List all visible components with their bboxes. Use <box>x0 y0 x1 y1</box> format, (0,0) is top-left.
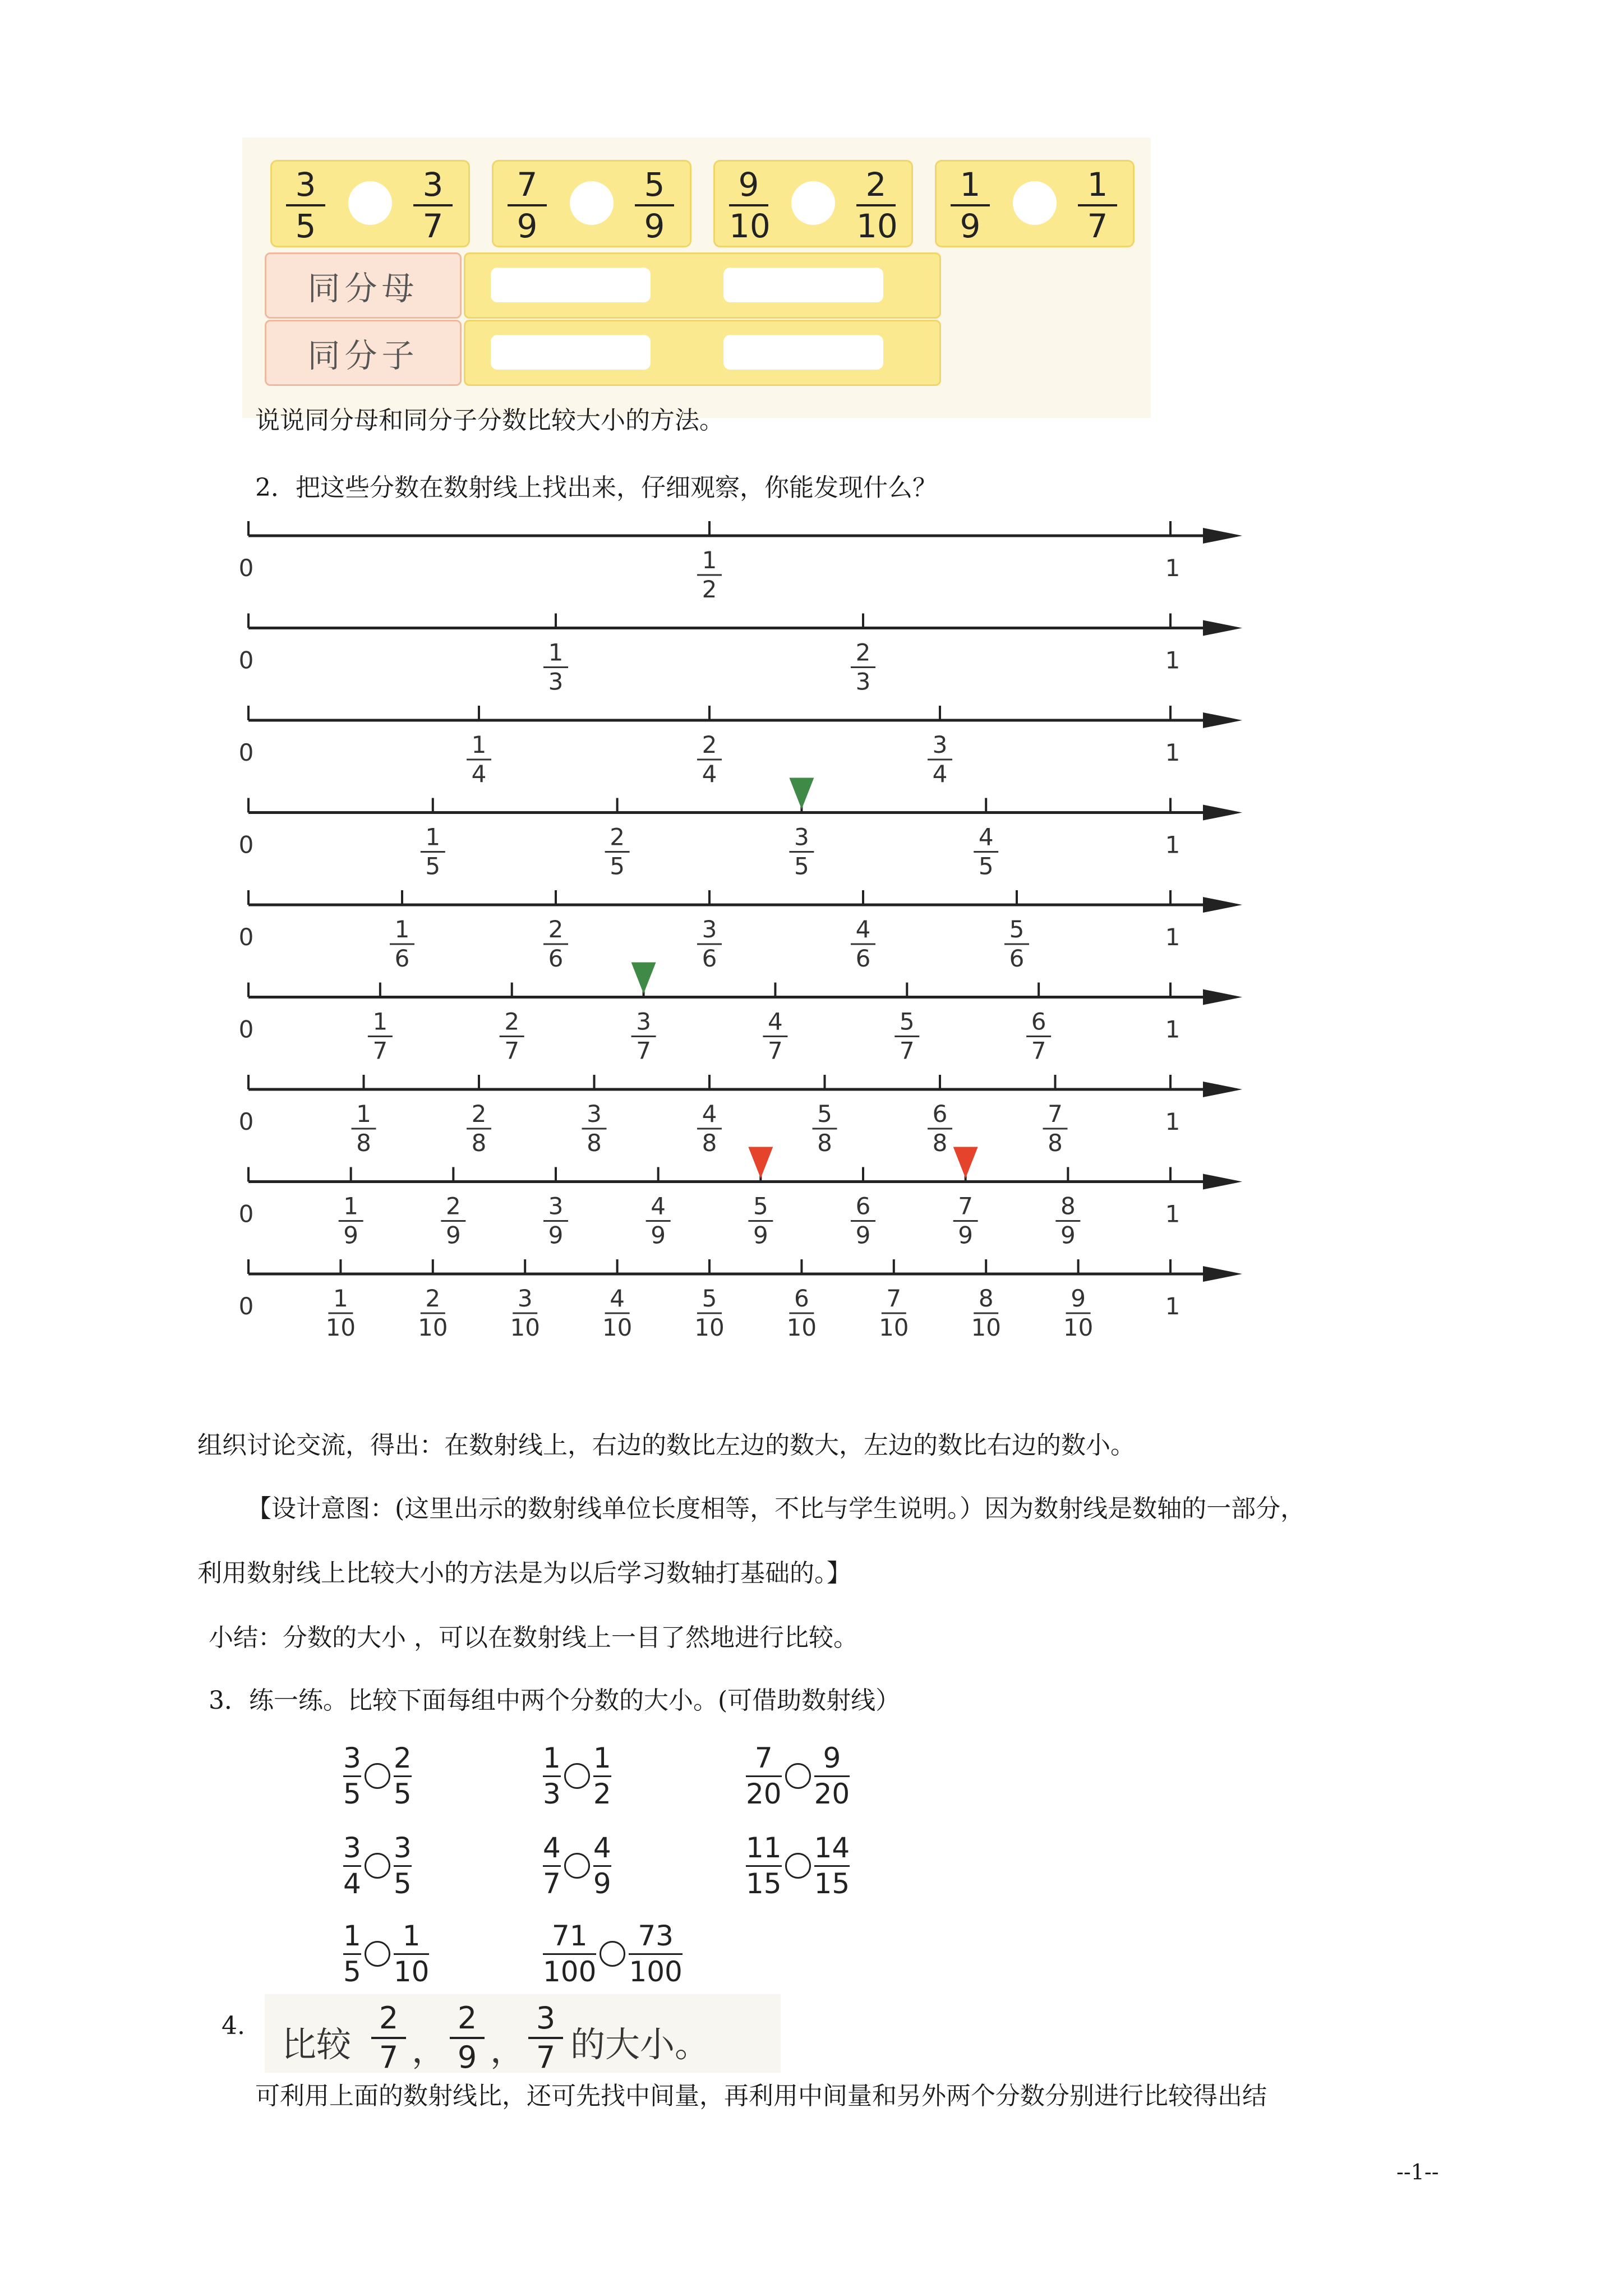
label-zero: 0 <box>238 554 254 582</box>
compare-circle[interactable] <box>600 1941 625 1967</box>
red-marker <box>953 1147 978 1179</box>
numerator-label: 6 <box>794 1285 809 1312</box>
design-intent-line-2: 利用数射线上比较大小的方法是为以后学习数轴打基础的。】 <box>197 1559 851 1588</box>
denominator-label: 4 <box>702 760 717 788</box>
numerator: 1 <box>543 1742 561 1774</box>
denominator-label: 5 <box>425 852 441 880</box>
denominator-label: 9 <box>651 1221 666 1249</box>
compare-circle[interactable] <box>365 1763 390 1789</box>
numerator-label: 3 <box>548 1192 564 1220</box>
compare-circle[interactable] <box>791 181 835 225</box>
denominator: 9 <box>593 1867 611 1900</box>
denominator-label: 3 <box>548 668 564 696</box>
label-zero: 0 <box>238 1292 254 1320</box>
denominator-label: 8 <box>471 1129 487 1157</box>
denominator: 15 <box>746 1867 782 1900</box>
numerator: 1 <box>402 1920 421 1952</box>
fraction <box>814 1833 850 1898</box>
separator: ， <box>490 2030 525 2070</box>
compare-word: 比较 <box>282 2024 352 2065</box>
practice-item <box>746 1743 850 1809</box>
denominator-label: 8 <box>1048 1129 1063 1157</box>
denominator: 2 <box>593 1777 611 1810</box>
numerator: 1 <box>343 1920 361 1952</box>
label-one: 1 <box>1165 1015 1181 1043</box>
fraction-bar <box>543 1953 596 1955</box>
numerator: 3 <box>343 1832 361 1864</box>
denominator-label: 10 <box>510 1314 540 1341</box>
fraction-bar <box>814 1865 850 1867</box>
denominator: 20 <box>814 1777 850 1810</box>
numerator-label: 8 <box>978 1285 994 1312</box>
fraction <box>543 1743 561 1809</box>
denominator: 5 <box>343 1955 361 1988</box>
label-one: 1 <box>1165 739 1181 766</box>
denominator-label: 9 <box>958 1221 974 1249</box>
numerator: 4 <box>543 1832 561 1864</box>
denominator-label: 10 <box>1063 1314 1094 1341</box>
label-one: 1 <box>1165 1200 1181 1228</box>
fraction <box>394 1921 430 1986</box>
fraction: 9 10 <box>729 165 771 245</box>
numerator-label: 7 <box>886 1285 902 1312</box>
numerator-label: 6 <box>932 1100 948 1128</box>
denominator-label: 6 <box>394 945 410 972</box>
denominator-label: 2 <box>702 576 717 603</box>
fraction-bar <box>746 1865 782 1867</box>
fraction <box>593 1833 611 1898</box>
fraction: 7 9 <box>508 168 547 242</box>
fraction <box>343 1921 361 1986</box>
fraction-bar <box>543 1865 561 1867</box>
denominator: 10 <box>393 1955 430 1988</box>
numerator-label: 2 <box>425 1285 441 1312</box>
fraction-bar <box>394 1775 412 1777</box>
fraction: 3 7 <box>528 2003 563 2073</box>
denominator-label: 8 <box>932 1129 948 1157</box>
numerator: 11 <box>746 1832 782 1864</box>
fraction <box>394 1833 412 1898</box>
compare-circle[interactable] <box>365 1853 390 1879</box>
separator: ， <box>412 2030 447 2070</box>
red-marker <box>748 1147 773 1179</box>
label-one: 1 <box>1165 554 1181 582</box>
fraction-bar <box>543 1775 561 1777</box>
numerator-label: 2 <box>471 1100 487 1128</box>
denominator-label: 6 <box>855 945 871 972</box>
fraction: 5 9 <box>635 168 674 242</box>
fraction <box>394 1743 412 1809</box>
denominator-label: 9 <box>1060 1221 1076 1249</box>
numerator-label: 2 <box>702 731 717 758</box>
numerator-label: 5 <box>817 1100 832 1128</box>
label-one: 1 <box>1165 923 1181 951</box>
denominator-label: 7 <box>768 1037 783 1065</box>
answer-box[interactable] <box>491 335 651 370</box>
denominator-label: 10 <box>694 1314 725 1341</box>
compare-circle[interactable] <box>564 1853 590 1879</box>
denominator: 100 <box>543 1955 597 1988</box>
denominator-label: 8 <box>587 1129 602 1157</box>
practice-item <box>543 1921 683 1986</box>
numerator: 73 <box>638 1920 674 1952</box>
item-4-number: 4. <box>222 2012 245 2040</box>
denominator-label: 6 <box>548 945 564 972</box>
item-4-comparison-strip <box>265 1994 781 2073</box>
summary-text: 小结：分数的大小 ，可以在数射线上一目了然地进行比较。 <box>209 1623 858 1652</box>
same-denominator-row <box>464 252 941 319</box>
denominator-label: 10 <box>879 1314 909 1341</box>
practice-item <box>343 1833 412 1898</box>
numerator-label: 4 <box>855 915 871 943</box>
compare-circle[interactable] <box>570 181 614 225</box>
denominator-label: 8 <box>817 1129 832 1157</box>
denominator-label: 9 <box>445 1221 461 1249</box>
arrow-head <box>1203 1174 1242 1190</box>
fraction-bar <box>394 1865 412 1867</box>
page-number: --1-- <box>1396 2160 1439 2184</box>
denominator-label: 10 <box>971 1314 1001 1341</box>
numerator-label: 4 <box>768 1007 783 1036</box>
numerator-label: 1 <box>702 546 717 574</box>
numerator-label: 4 <box>610 1285 625 1312</box>
numerator: 4 <box>593 1832 611 1864</box>
arrow-head <box>1203 620 1242 636</box>
final-paragraph: 可利用上面的数射线比，还可先找中间量，再利用中间量和另外两个分数分别进行比较得出结 <box>255 2082 1267 2110</box>
fraction-bar <box>593 1775 611 1777</box>
item-2-heading: 2．把这些分数在数射线上找出来，仔细观察，你能发现什么？ <box>255 473 937 502</box>
denominator-label: 6 <box>1009 945 1025 972</box>
compare-group-1 <box>270 160 470 247</box>
design-intent-line-1: 【设计意图：(这里出示的数射线单位长度相等，不比与学生说明。）因为数射线是数轴的一部分， <box>247 1494 1306 1523</box>
denominator-label: 4 <box>471 760 487 788</box>
fraction <box>343 1833 361 1898</box>
numerator-label: 5 <box>899 1007 915 1036</box>
green-marker <box>631 963 656 994</box>
denominator: 20 <box>746 1777 782 1810</box>
numerator: 7 <box>754 1742 773 1774</box>
numerator-label: 1 <box>333 1285 348 1312</box>
label-zero: 0 <box>238 831 254 859</box>
arrow-head <box>1203 990 1242 1005</box>
denominator: 100 <box>629 1955 683 1988</box>
denominator: 15 <box>814 1867 850 1900</box>
numerator-label: 2 <box>504 1007 520 1036</box>
compare-circle[interactable] <box>1013 181 1057 225</box>
arrow-head <box>1203 1266 1242 1282</box>
same-numerator-label: 同分子 <box>265 320 462 386</box>
compare-group-2 <box>492 160 691 247</box>
numerator-label: 3 <box>587 1100 602 1128</box>
numerator-label: 5 <box>1009 915 1025 943</box>
fraction-bar <box>814 1775 850 1777</box>
denominator-label: 3 <box>855 668 871 696</box>
fraction-bar <box>629 1953 682 1955</box>
fraction-compare-panel <box>242 137 1151 418</box>
size-word: 的大小。 <box>570 2024 710 2065</box>
denominator-label: 10 <box>325 1314 356 1341</box>
denominator: 4 <box>343 1867 361 1900</box>
denominator-label: 4 <box>932 760 948 788</box>
numerator: 3 <box>343 1742 361 1774</box>
numerator-label: 3 <box>702 915 717 943</box>
numerator: 9 <box>823 1742 841 1774</box>
practice-item <box>543 1743 611 1809</box>
label-zero: 0 <box>238 1200 254 1228</box>
numerator-label: 7 <box>1048 1100 1063 1128</box>
fraction <box>629 1921 682 1986</box>
denominator-label: 7 <box>504 1037 520 1065</box>
numerator-label: 4 <box>651 1192 666 1220</box>
numerator-label: 3 <box>932 731 948 758</box>
numerator-label: 5 <box>753 1192 768 1220</box>
denominator-label: 7 <box>1031 1037 1046 1065</box>
numerator: 2 <box>393 1742 412 1774</box>
denominator-label: 8 <box>702 1129 717 1157</box>
fraction: 2 9 <box>450 2003 485 2073</box>
numerator-label: 1 <box>425 823 441 851</box>
numerator: 3 <box>393 1832 412 1864</box>
compare-circle[interactable] <box>564 1763 590 1789</box>
denominator-label: 9 <box>855 1221 871 1249</box>
same-denominator-label: 同分母 <box>265 252 462 319</box>
numerator-label: 1 <box>548 638 564 666</box>
fraction <box>814 1743 850 1809</box>
compare-circle[interactable] <box>785 1763 811 1789</box>
numerator-label: 6 <box>1031 1007 1046 1036</box>
same-numerator-row <box>464 320 941 386</box>
arrow-head <box>1203 805 1242 821</box>
denominator-label: 9 <box>343 1221 359 1249</box>
numerator-label: 8 <box>1060 1192 1076 1220</box>
practice-item <box>343 1743 412 1809</box>
numerator-label: 1 <box>372 1007 388 1036</box>
fraction-bar <box>343 1953 361 1955</box>
answer-box[interactable] <box>723 268 883 302</box>
number-lines-figure <box>222 508 1256 1377</box>
denominator: 5 <box>343 1777 361 1810</box>
practice-item <box>343 1921 429 1986</box>
denominator-label: 10 <box>786 1314 817 1341</box>
denominator: 5 <box>393 1867 412 1900</box>
fraction: 3 7 <box>413 168 453 242</box>
label-zero: 0 <box>238 739 254 766</box>
denominator-label: 7 <box>899 1037 915 1065</box>
arrow-head <box>1203 897 1242 913</box>
denominator-label: 9 <box>753 1221 768 1249</box>
fraction <box>343 1743 361 1809</box>
numerator-label: 2 <box>445 1192 461 1220</box>
fraction: 2 7 <box>371 2003 406 2073</box>
item-3-heading: 3．练一练。比较下面每组中两个分数的大小。(可借助数射线） <box>209 1686 901 1715</box>
arrow-head <box>1203 1082 1242 1097</box>
fraction: 1 7 <box>1078 168 1117 242</box>
numerator-label: 1 <box>343 1192 359 1220</box>
compare-group-3 <box>713 160 913 247</box>
denominator-label: 9 <box>548 1221 564 1249</box>
denominator-label: 5 <box>794 852 809 880</box>
label-one: 1 <box>1165 1292 1181 1320</box>
numerator: 1 <box>593 1742 611 1774</box>
numerator-label: 1 <box>471 731 487 758</box>
fraction-bar <box>746 1775 782 1777</box>
numerator: 71 <box>551 1920 588 1952</box>
numerator-label: 4 <box>702 1100 717 1128</box>
numerator-label: 4 <box>978 823 994 851</box>
denominator-label: 5 <box>978 852 994 880</box>
method-prompt: 说说同分母和同分子分数比较大小的方法。 <box>255 406 724 435</box>
label-one: 1 <box>1165 1108 1181 1135</box>
numerator-label: 3 <box>636 1007 651 1036</box>
fraction <box>543 1921 596 1986</box>
denominator-label: 7 <box>636 1037 651 1065</box>
numerator-label: 2 <box>610 823 625 851</box>
denominator-label: 6 <box>702 945 717 972</box>
label-one: 1 <box>1165 831 1181 859</box>
compare-circle[interactable] <box>348 181 392 225</box>
fraction: 1 9 <box>951 168 990 242</box>
numerator-label: 3 <box>517 1285 533 1312</box>
numerator-label: 5 <box>702 1285 717 1312</box>
practice-item <box>543 1833 611 1898</box>
arrow-head <box>1203 528 1242 544</box>
fraction-bar <box>343 1865 361 1867</box>
denominator-label: 5 <box>610 852 625 880</box>
denominator: 5 <box>393 1777 412 1810</box>
numerator-label: 6 <box>855 1192 871 1220</box>
numerator-label: 1 <box>394 915 410 943</box>
fraction: 3 5 <box>286 168 325 242</box>
denominator-label: 8 <box>356 1129 371 1157</box>
label-zero: 0 <box>238 1108 254 1135</box>
label-zero: 0 <box>238 1015 254 1043</box>
fraction-bar <box>394 1953 430 1955</box>
numerator-label: 7 <box>958 1192 974 1220</box>
fraction <box>746 1743 782 1809</box>
denominator-label: 10 <box>418 1314 448 1341</box>
numerator-label: 1 <box>356 1100 371 1128</box>
fraction: 2 10 <box>856 165 898 245</box>
denominator-label: 7 <box>372 1037 388 1065</box>
fraction <box>543 1833 561 1898</box>
green-marker <box>789 778 814 809</box>
answer-box[interactable] <box>723 335 883 370</box>
label-zero: 0 <box>238 646 254 674</box>
numerator: 14 <box>814 1832 850 1864</box>
practice-item <box>746 1833 850 1898</box>
fraction <box>746 1833 782 1898</box>
numerator-label: 9 <box>1071 1285 1086 1312</box>
denominator: 7 <box>543 1867 561 1900</box>
numerator-label: 2 <box>855 638 871 666</box>
numerator-label: 2 <box>548 915 564 943</box>
compare-circle[interactable] <box>785 1853 811 1879</box>
number-lines-svg <box>222 508 1256 1377</box>
denominator: 3 <box>543 1777 561 1810</box>
answer-box[interactable] <box>491 268 651 302</box>
arrow-head <box>1203 712 1242 728</box>
compare-circle[interactable] <box>365 1941 390 1967</box>
label-zero: 0 <box>238 923 254 951</box>
fraction <box>593 1743 611 1809</box>
compare-group-4 <box>935 160 1135 247</box>
numerator-label: 3 <box>794 823 809 851</box>
label-one: 1 <box>1165 646 1181 674</box>
fraction-bar <box>593 1865 611 1867</box>
denominator-label: 10 <box>602 1314 633 1341</box>
conclusion-text: 组织讨论交流，得出：在数射线上，右边的数比左边的数大，左边的数比右边的数小。 <box>197 1431 1135 1460</box>
fraction-bar <box>343 1775 361 1777</box>
